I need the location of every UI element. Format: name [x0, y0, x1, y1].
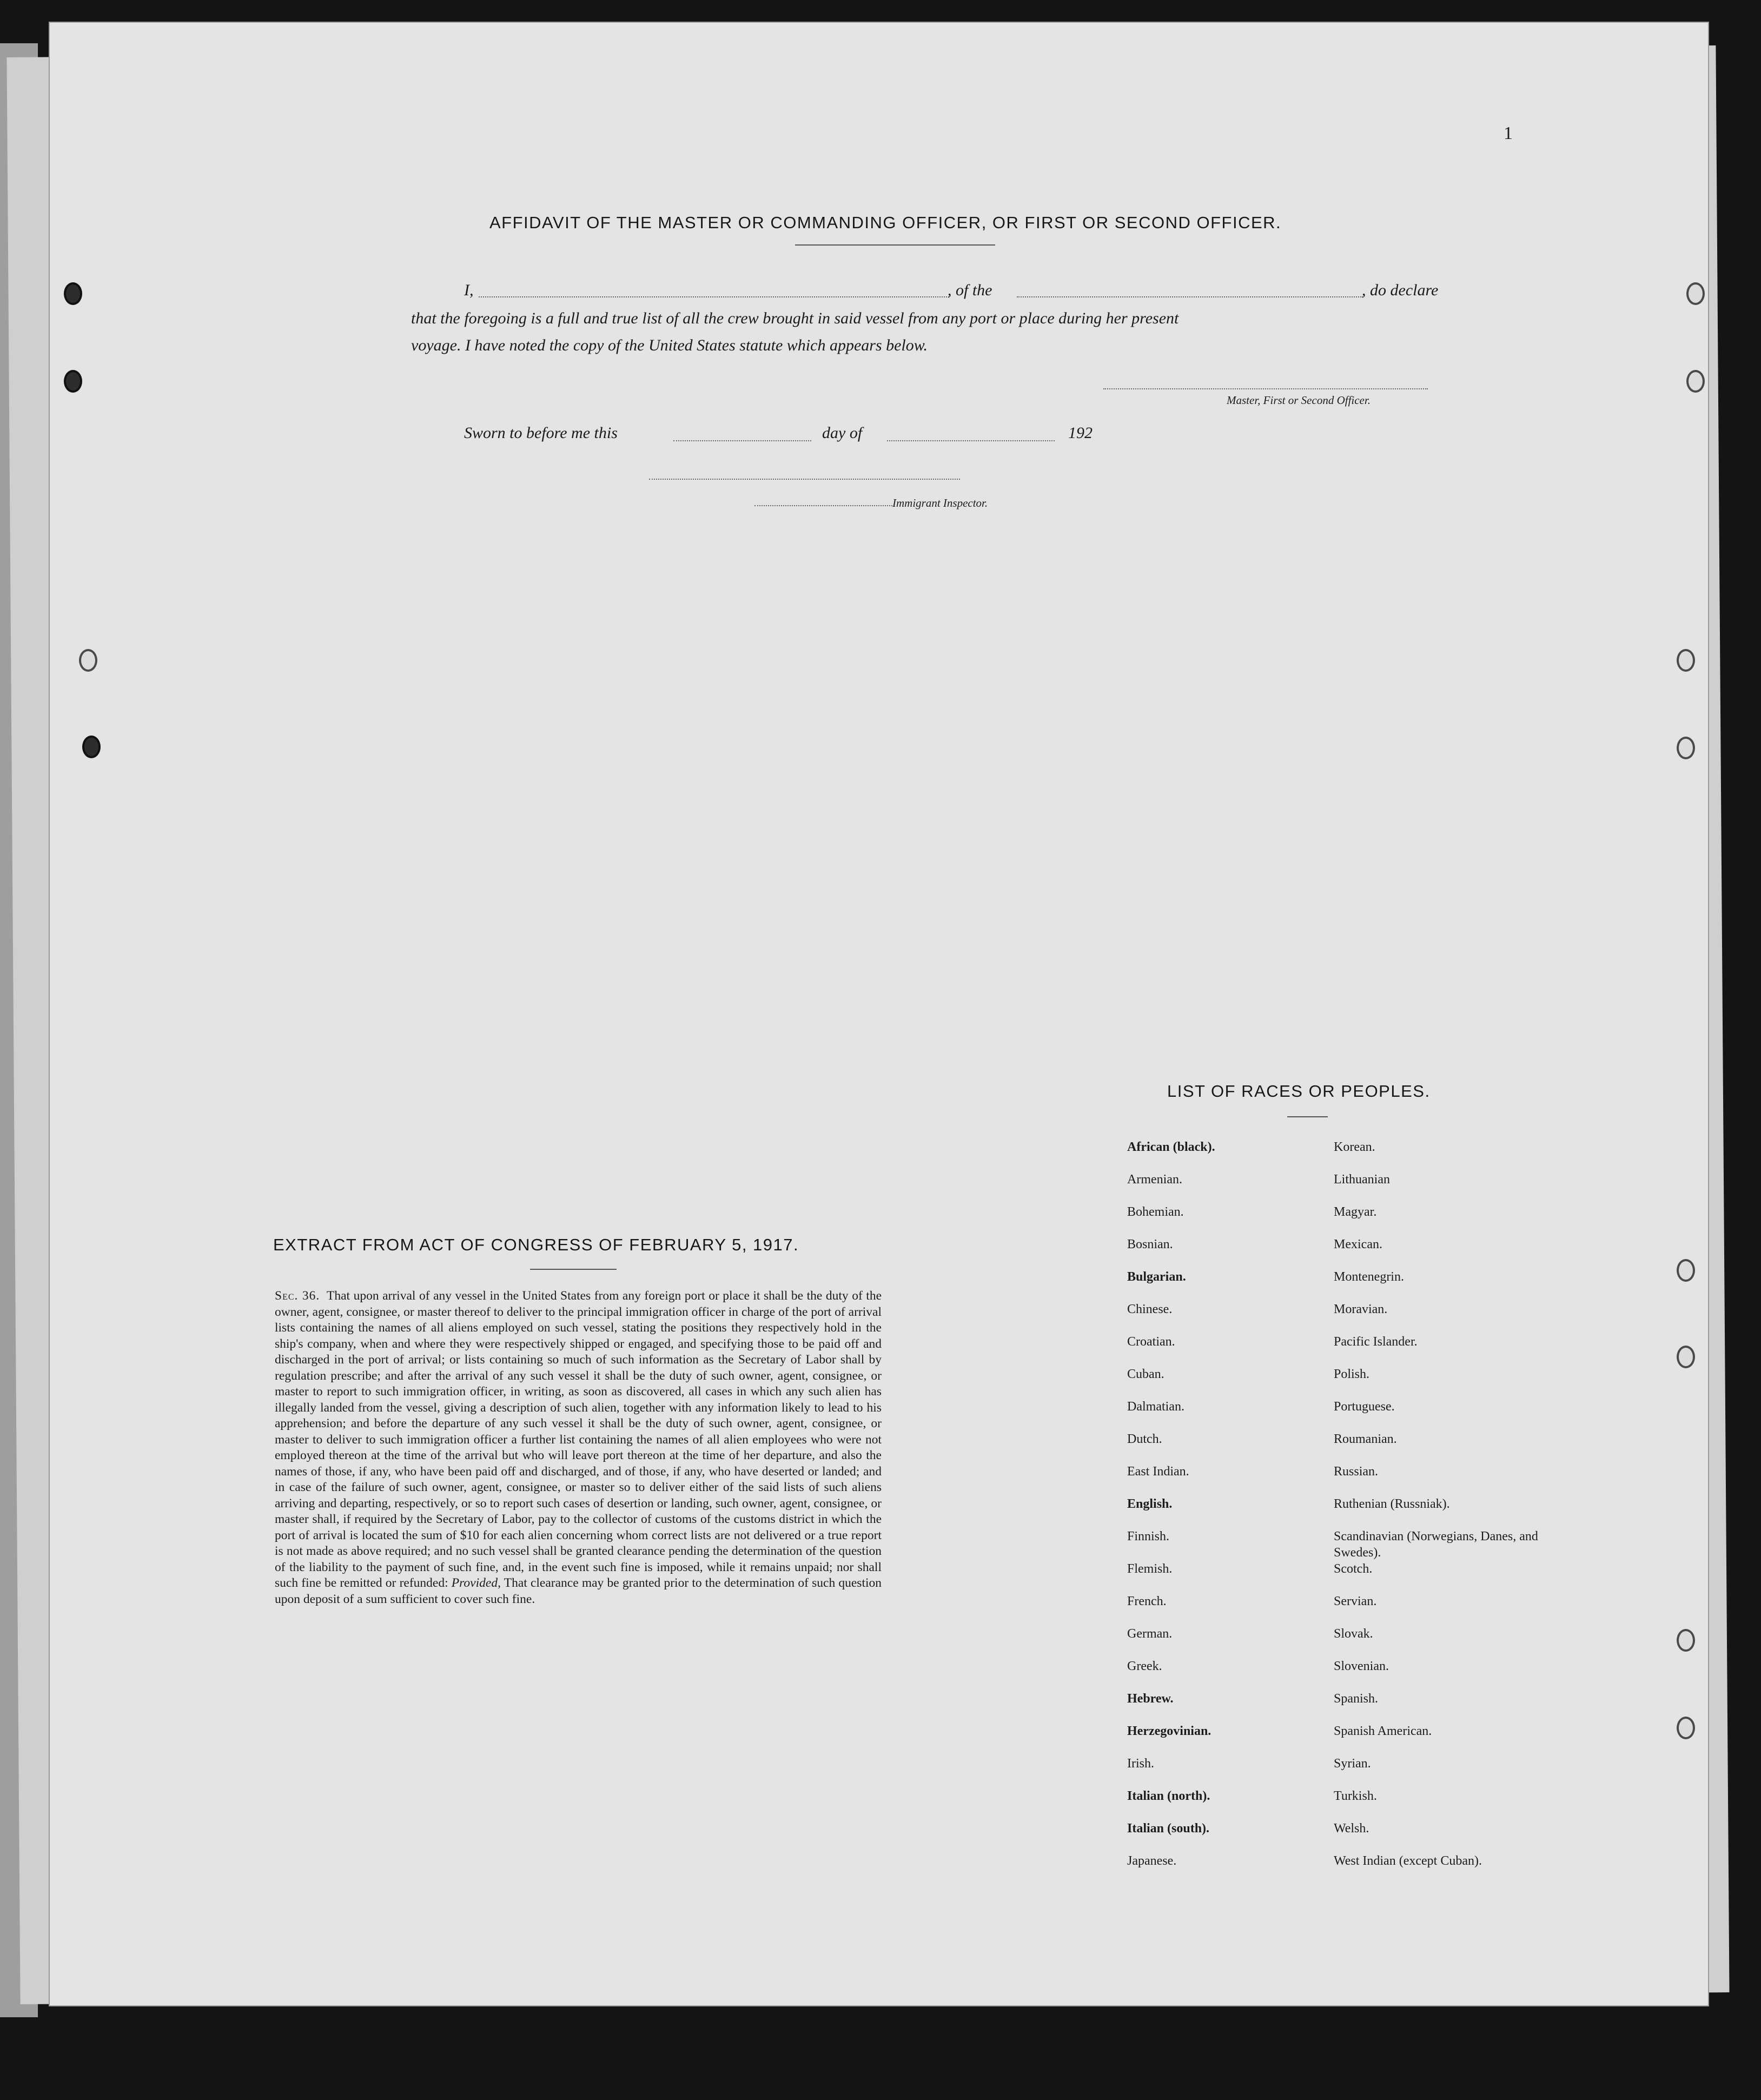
race-item-right: Slovenian. — [1334, 1659, 1389, 1673]
punch-hole — [64, 370, 82, 393]
race-item-right: Spanish. — [1334, 1692, 1379, 1706]
sworn-day-of: day of — [822, 424, 863, 442]
punch-hole — [1686, 370, 1705, 393]
race-item-left: Dutch. — [1127, 1432, 1162, 1446]
punch-hole — [79, 649, 97, 672]
race-item-left: Hebrew. — [1127, 1692, 1174, 1706]
races-list — [1127, 1139, 1560, 1885]
punch-hole — [1677, 1346, 1695, 1368]
race-item-right: Slovak. — [1334, 1627, 1373, 1641]
inspector-signature-line — [649, 479, 960, 480]
punch-hole — [64, 282, 82, 305]
race-item-right: Moravian. — [1334, 1302, 1388, 1316]
punch-hole — [1677, 1629, 1695, 1652]
race-item-right: Magyar. — [1334, 1205, 1377, 1219]
sworn-year: 192 — [1068, 424, 1093, 442]
sworn-prefix: Sworn to before me this — [464, 424, 618, 442]
provided-word: Provided, — [451, 1576, 501, 1590]
race-item-left: African (black). — [1127, 1140, 1215, 1154]
race-item-left: Irish. — [1127, 1757, 1154, 1771]
signature-line — [1103, 388, 1428, 389]
race-item-left: French. — [1127, 1594, 1167, 1608]
race-item-right: Servian. — [1334, 1594, 1377, 1608]
section-label: Sec. 36. — [275, 1289, 320, 1303]
race-item-right: Turkish. — [1334, 1789, 1377, 1803]
race-item-left: Bulgarian. — [1127, 1270, 1186, 1284]
race-item-right: Mexican. — [1334, 1237, 1382, 1251]
race-item-right: Pacific Islander. — [1334, 1335, 1418, 1349]
race-item-right: Scandinavian (Norwegians, Danes, and Swedes). — [1334, 1529, 1538, 1560]
race-item-right: Polish. — [1334, 1367, 1370, 1381]
race-item-right: Ruthenian (Russniak). — [1334, 1497, 1450, 1511]
punch-hole — [1677, 1717, 1695, 1739]
extract-body — [275, 1288, 882, 1607]
punch-hole — [1677, 649, 1695, 672]
race-item-right: Spanish American. — [1334, 1724, 1432, 1738]
affidavit-title: AFFIDAVIT OF THE MASTER OR COMMANDING OFFICER, OR FIRST OR SECOND OFFICER. — [489, 213, 1282, 232]
vessel-blank — [1017, 296, 1363, 297]
page-number: 1 — [1504, 123, 1513, 143]
race-item-left: Bosnian. — [1127, 1237, 1173, 1251]
affidavit-line2: that the foregoing is a full and true list of all the crew brought in said vessel from any port or place during her present — [411, 309, 1179, 327]
race-item-right: Montenegrin. — [1334, 1270, 1404, 1284]
name-blank — [479, 296, 949, 297]
title-underline — [795, 244, 995, 246]
race-item-right: Portuguese. — [1334, 1400, 1395, 1414]
punch-hole — [1677, 737, 1695, 759]
races-title: LIST OF RACES OR PEOPLES. — [1167, 1082, 1431, 1101]
race-item-left: Japanese. — [1127, 1854, 1177, 1868]
race-item-left: Dalmatian. — [1127, 1400, 1184, 1414]
punch-hole — [1677, 1259, 1695, 1282]
race-item-left: Chinese. — [1127, 1302, 1173, 1316]
race-item-right: Korean. — [1334, 1140, 1375, 1154]
race-item-left: German. — [1127, 1627, 1173, 1641]
signature-label: Master, First or Second Officer. — [1227, 394, 1371, 407]
race-item-left: East Indian. — [1127, 1465, 1189, 1479]
race-item-left: Cuban. — [1127, 1367, 1164, 1381]
race-item-left: Bohemian. — [1127, 1205, 1184, 1219]
race-item-left: Finnish. — [1127, 1529, 1170, 1543]
race-item-right: Scotch. — [1334, 1562, 1373, 1576]
extract-underline — [530, 1269, 617, 1270]
race-item-left: Flemish. — [1127, 1562, 1173, 1576]
affidavit-of-the: , of the — [948, 281, 992, 299]
race-item-left: English. — [1127, 1497, 1173, 1511]
race-item-left: Italian (south). — [1127, 1821, 1210, 1836]
race-item-right: Lithuanian — [1334, 1172, 1390, 1187]
extract-body-part2: That clearance may be granted prior to the determination of such question upon deposit of a sum sufficient to cover such fine. — [275, 1576, 882, 1606]
inspector-label: Immigrant Inspector. — [892, 496, 988, 509]
affidavit-do-declare: , do declare — [1362, 281, 1439, 299]
day-blank — [673, 440, 811, 441]
race-item-right: Russian. — [1334, 1465, 1379, 1479]
inspector-name-line — [754, 505, 892, 506]
month-blank — [887, 440, 1055, 441]
extract-body-part1: That upon arrival of any vessel in the United States from any foreign port or place it shall be the duty of the owner, agent, consignee, or master thereof to deliver to the principal immigration officer in charge of the port of arrival lists containing the names of all aliens employed on such vessel, stating the positions they respectively hold in the ship's company, when and where they were respectively shipped or engaged, and specifying those to be paid off and discharged in the port of arrival; or lists containing so much of such information as the Secretary of Labor shall by regulation prescribe; and after the arrival of any such vessel it shall be the duty of such owner, agent, consignee, or master to report to such immigration officer, in writing, as soon as discovered, all cases in which any such alien has illegally landed from the vessel, giving a description of such alien, together with any information likely to lead to his apprehension; and before the departure of any such vessel it shall be the duty of such owner, agent, consignee, or master to deliver to such immigration officer a further list containing the names of all alien employees who were not employed thereon at the time of the arrival but who will leave port thereon at the time of her departure, and also the names of those, if any, who have been paid off and discharged, and of those, if any, who have deserted or landed; and in case of the failure of such owner, agent, consignee, or master so to deliver either of the said lists of such aliens arriving and departing, respectively, or so to report such cases of desertion or landing, such owner, agent, consignee, or master shall, if required by the Secretary of Labor, pay to the collector of customs of the customs district in which the port of arrival is located the sum of $10 for each alien concerning whom correct lists are not delivered or a true report is not made as above required; and no such vessel shall be granted clearance pending the determination of the question of the liability to the payment of such fine, and, in the event such fine is imposed, while it remains unpaid; nor shall such fine be remitted or refunded: — [275, 1289, 882, 1590]
race-item-left: Herzegovinian. — [1127, 1724, 1211, 1738]
race-item-right: Roumanian. — [1334, 1432, 1397, 1446]
race-item-left: Italian (north). — [1127, 1789, 1210, 1803]
race-item-left: Greek. — [1127, 1659, 1162, 1673]
punch-hole — [1686, 282, 1705, 305]
affidavit-i: I, — [464, 281, 474, 299]
race-item-right: Syrian. — [1334, 1757, 1371, 1771]
race-item-left: Croatian. — [1127, 1335, 1175, 1349]
race-item-right: West Indian (except Cuban). — [1334, 1854, 1482, 1868]
races-underline — [1287, 1116, 1328, 1117]
affidavit-line3: voyage. I have noted the copy of the United States statute which appears below. — [411, 336, 928, 354]
race-item-left: Armenian. — [1127, 1172, 1182, 1187]
punch-hole — [82, 736, 101, 758]
race-item-right: Welsh. — [1334, 1821, 1369, 1836]
extract-title: EXTRACT FROM ACT OF CONGRESS OF FEBRUARY 5, 1917. — [273, 1235, 799, 1254]
